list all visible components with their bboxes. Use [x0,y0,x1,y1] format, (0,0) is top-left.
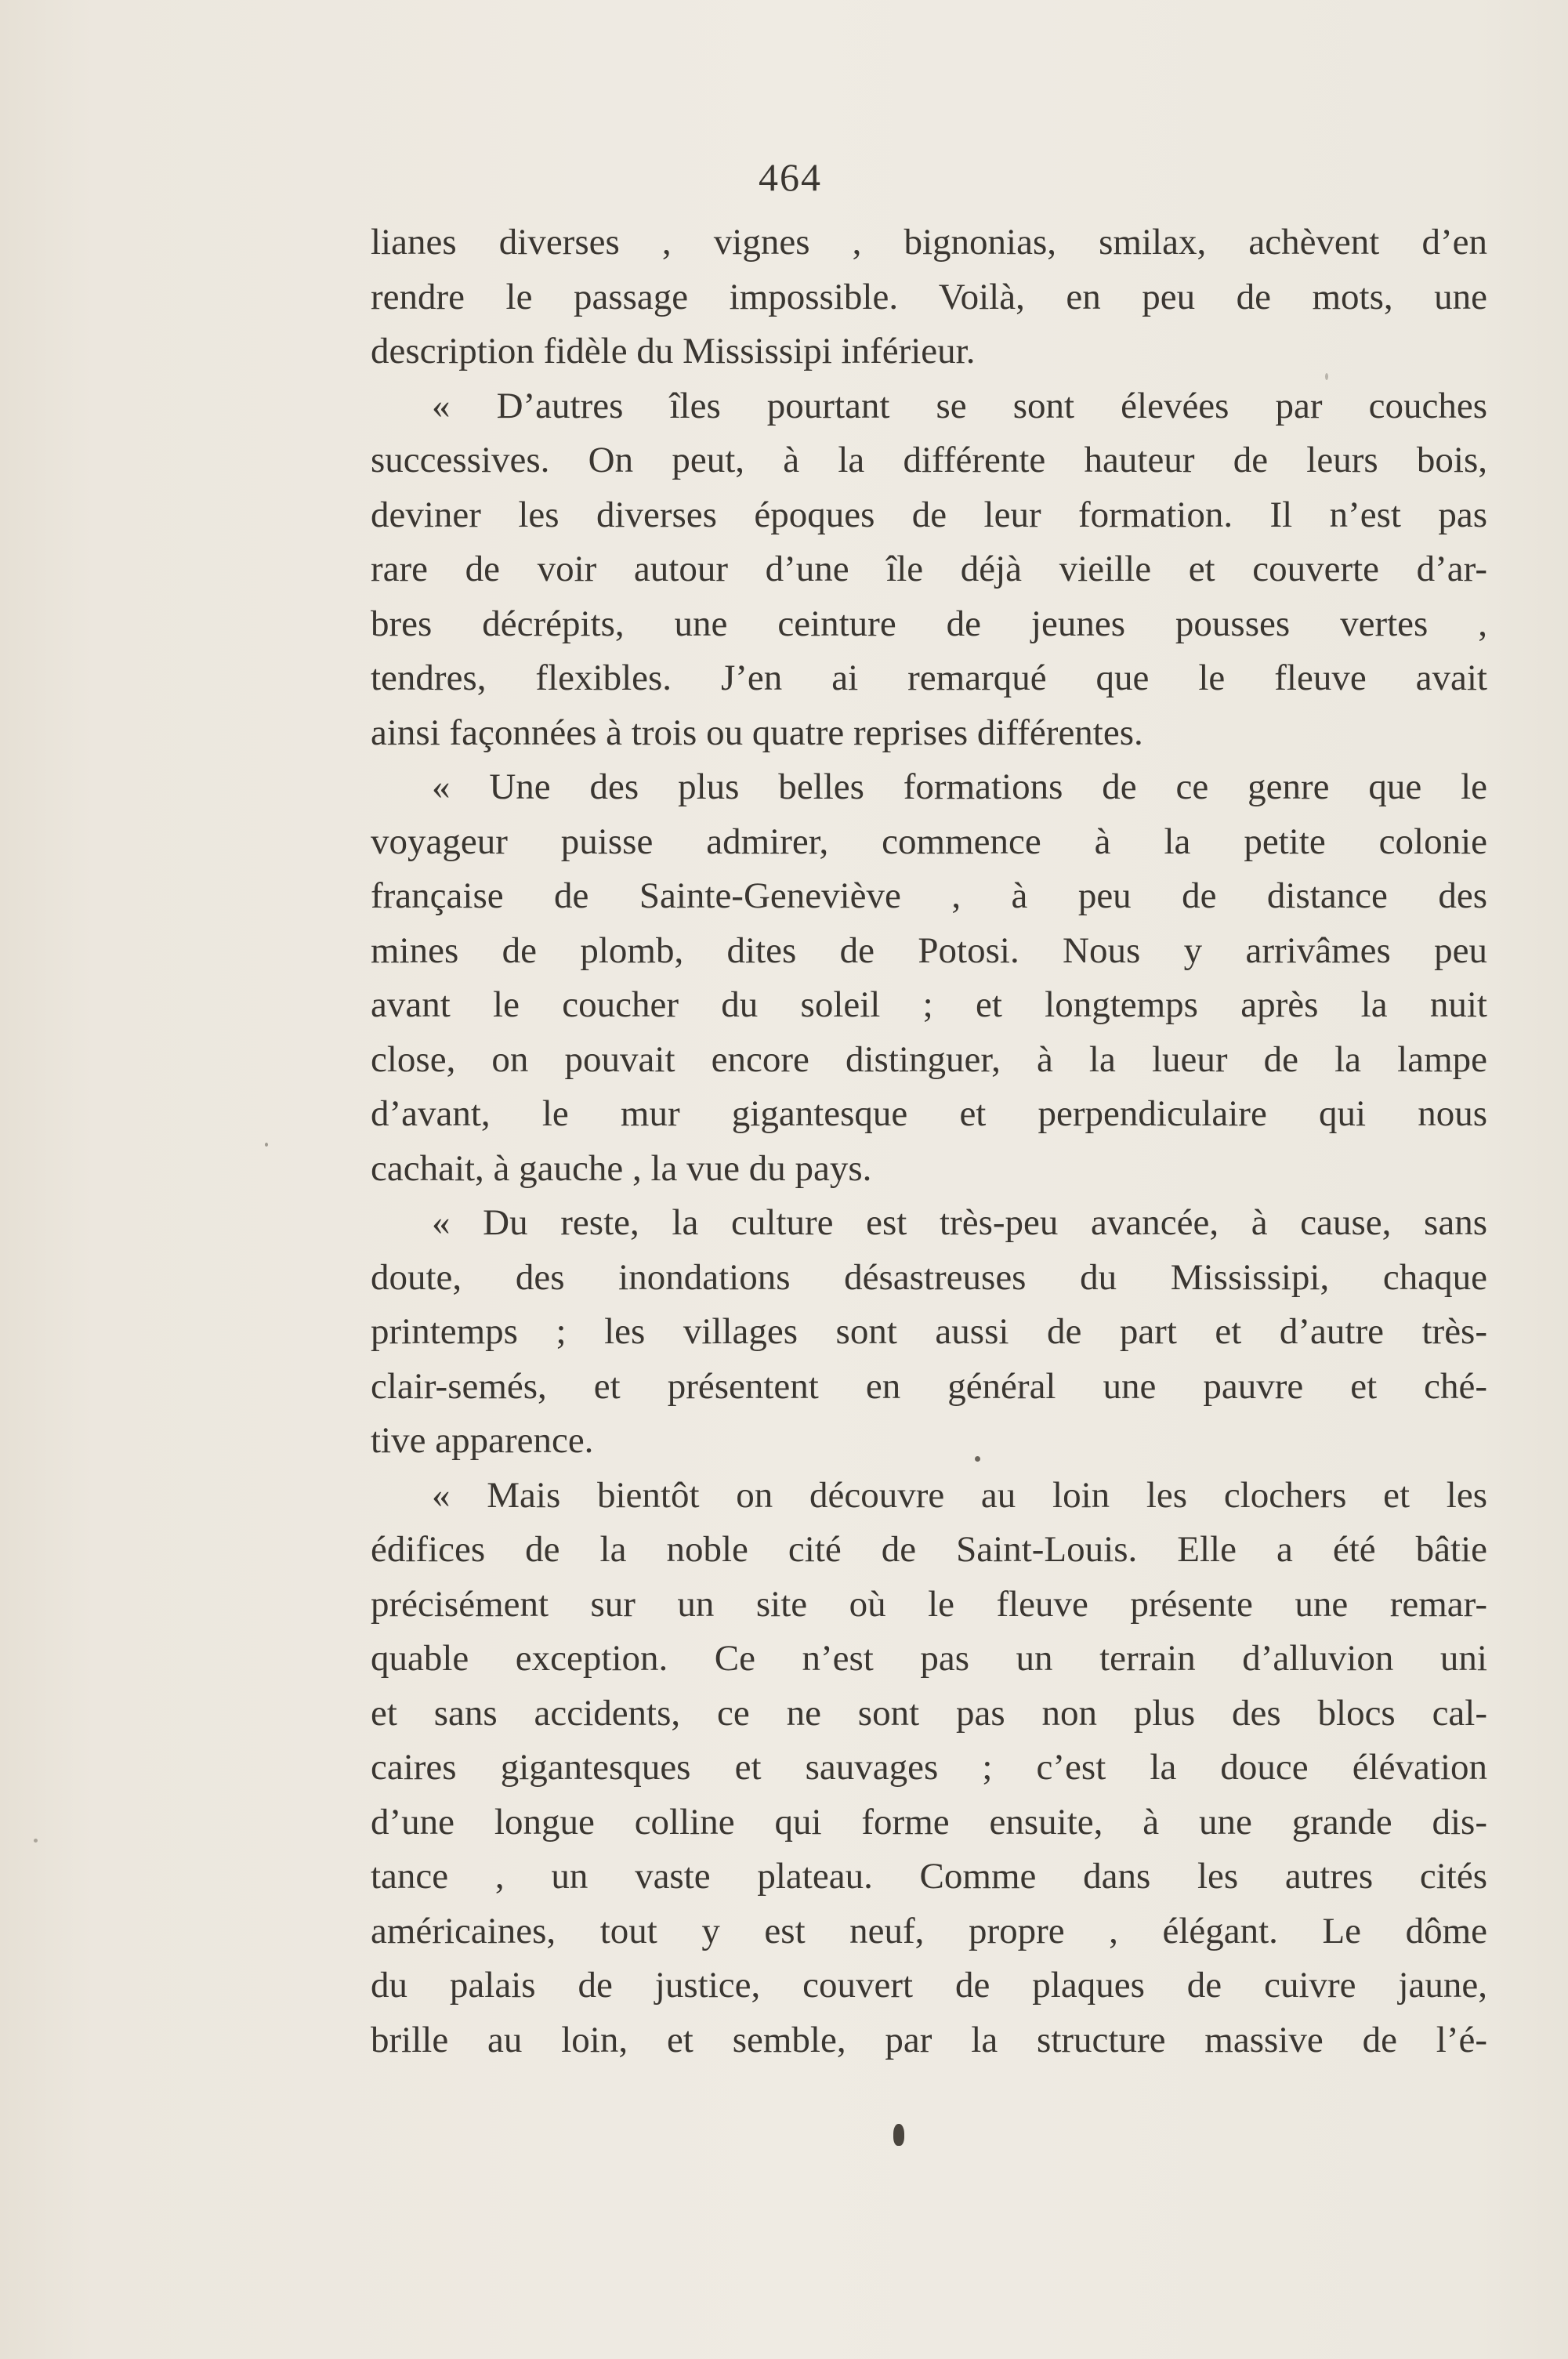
text-line: rendre le passage impossible. Voilà, en peu de mots, une [371,276,1487,317]
text-line: description fidèle du Mississipi inférieur. [371,331,976,371]
text-line: d’une longue colline qui forme ensuite, à une grande dis- [371,1801,1487,1843]
text-line: d’avant, le mur gigantesque et perpendiculaire qui nous [371,1093,1487,1134]
text-line: « Une des plus belles formations de ce genre que le [432,766,1487,807]
text-line: bres décrépits, une ceinture de jeunes pousses vertes , [371,603,1487,644]
text-line: « Du reste, la culture est très-peu avancée, à cause, sans [432,1202,1487,1243]
text-line: rare de voir autour d’une île déjà vieille et couverte d’ar- [371,549,1487,589]
text-line: cachait, à gauche , la vue du pays. [371,1147,872,1189]
text-line: lianes diverses , vignes , bignonias, smilax, achèvent d’en [371,222,1487,263]
text-line: caires gigantesques et sauvages ; c’est la douce élévation [371,1747,1487,1788]
text-line: édifices de la noble cité de Saint-Louis. Elle a été bâtie [371,1529,1487,1570]
body-text [371,216,1487,2067]
text-line: avant le coucher du soleil ; et longtemps après la nuit [371,984,1487,1025]
paper-speck [34,1839,38,1843]
text-line: ainsi façonnées à trois ou quatre reprises différentes. [371,712,1143,753]
text-line: française de Sainte-Geneviève , à peu de distance des [371,875,1487,916]
paper-speck [1325,373,1328,380]
text-line: du palais de justice, couvert de plaques de cuivre jaune, [371,1965,1487,2006]
text-line: successives. On peut, à la différente hauteur de leurs bois, [371,440,1487,480]
text-line: tendres, flexibles. J’en ai remarqué que le fleuve avait [371,658,1487,698]
text-line: brille au loin, et semble, par la structure massive de l’é- [371,2019,1487,2060]
text-line: printemps ; les villages sont aussi de part et d’autre très- [371,1311,1487,1352]
text-line: quable exception. Ce n’est pas un terrain d’alluvion uni [371,1638,1487,1679]
text-line: doute, des inondations désastreuses du Mississipi, chaque [371,1256,1487,1298]
text-line: tance , un vaste plateau. Comme dans les autres cités [371,1856,1487,1897]
text-line: précisément sur un site où le fleuve présente une remar- [371,1583,1487,1625]
text-line: tive apparence. [371,1420,594,1461]
printer-mark [893,2124,904,2146]
paper-speck [265,1143,268,1147]
text-line: close, on pouvait encore distinguer, à la lueur de la lampe [371,1038,1487,1080]
text-line: « D’autres îles pourtant se sont élevées par couches [432,385,1487,426]
text-line: mines de plomb, dites de Potosi. Nous y arrivâmes peu [371,929,1487,971]
text-line: voyageur puisse admirer, commence à la petite colonie [371,821,1487,862]
text-line: américaines, tout y est neuf, propre , élégant. Le dôme [371,1910,1487,1951]
text-line: et sans accidents, ce ne sont pas non plus des blocs cal- [371,1692,1487,1734]
text-line: deviner les diverses époques de leur formation. Il n’est pas [371,494,1487,535]
text-line: « Mais bientôt on découvre au loin les clochers et les [432,1474,1487,1516]
paper-speck [975,1456,980,1462]
page-number: 464 [759,155,822,199]
text-line: clair-semés, et présentent en général une pauvre et ché- [371,1365,1487,1407]
